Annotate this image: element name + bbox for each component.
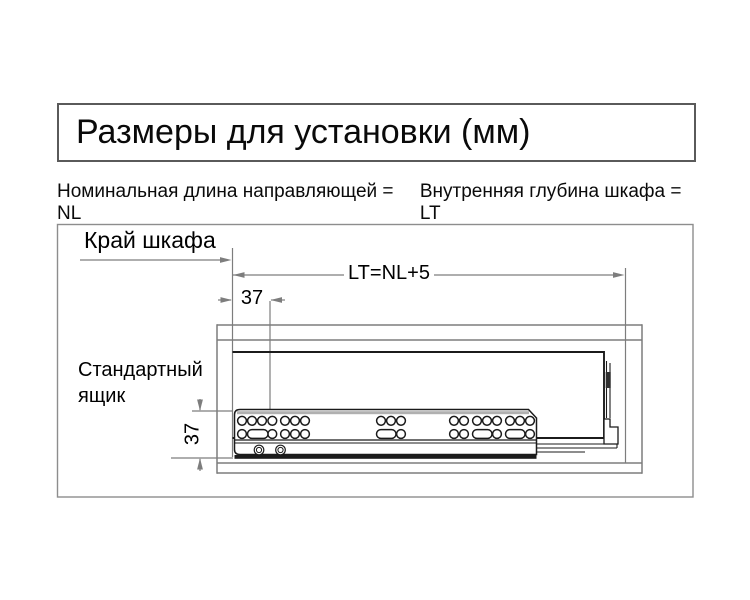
cabinet-edge-label: Край шкафа [84, 227, 216, 253]
slide-height-dimension-label: 37 [181, 422, 204, 446]
legend-inner-depth: Внутренняя глубина шкафа = LT [419, 181, 682, 224]
front-offset-dimension-label: 37 [240, 287, 264, 309]
rail-extension [536, 444, 617, 452]
rear-bracket [604, 361, 618, 444]
drawer-label: Стандартный ящик [78, 359, 203, 407]
depth-dimension-label: LT=NL+5 [348, 262, 430, 284]
legend-nominal-length: Номинальная длина направляющей = NL [57, 181, 394, 224]
page-title: Размеры для установки (мм) [76, 113, 531, 151]
